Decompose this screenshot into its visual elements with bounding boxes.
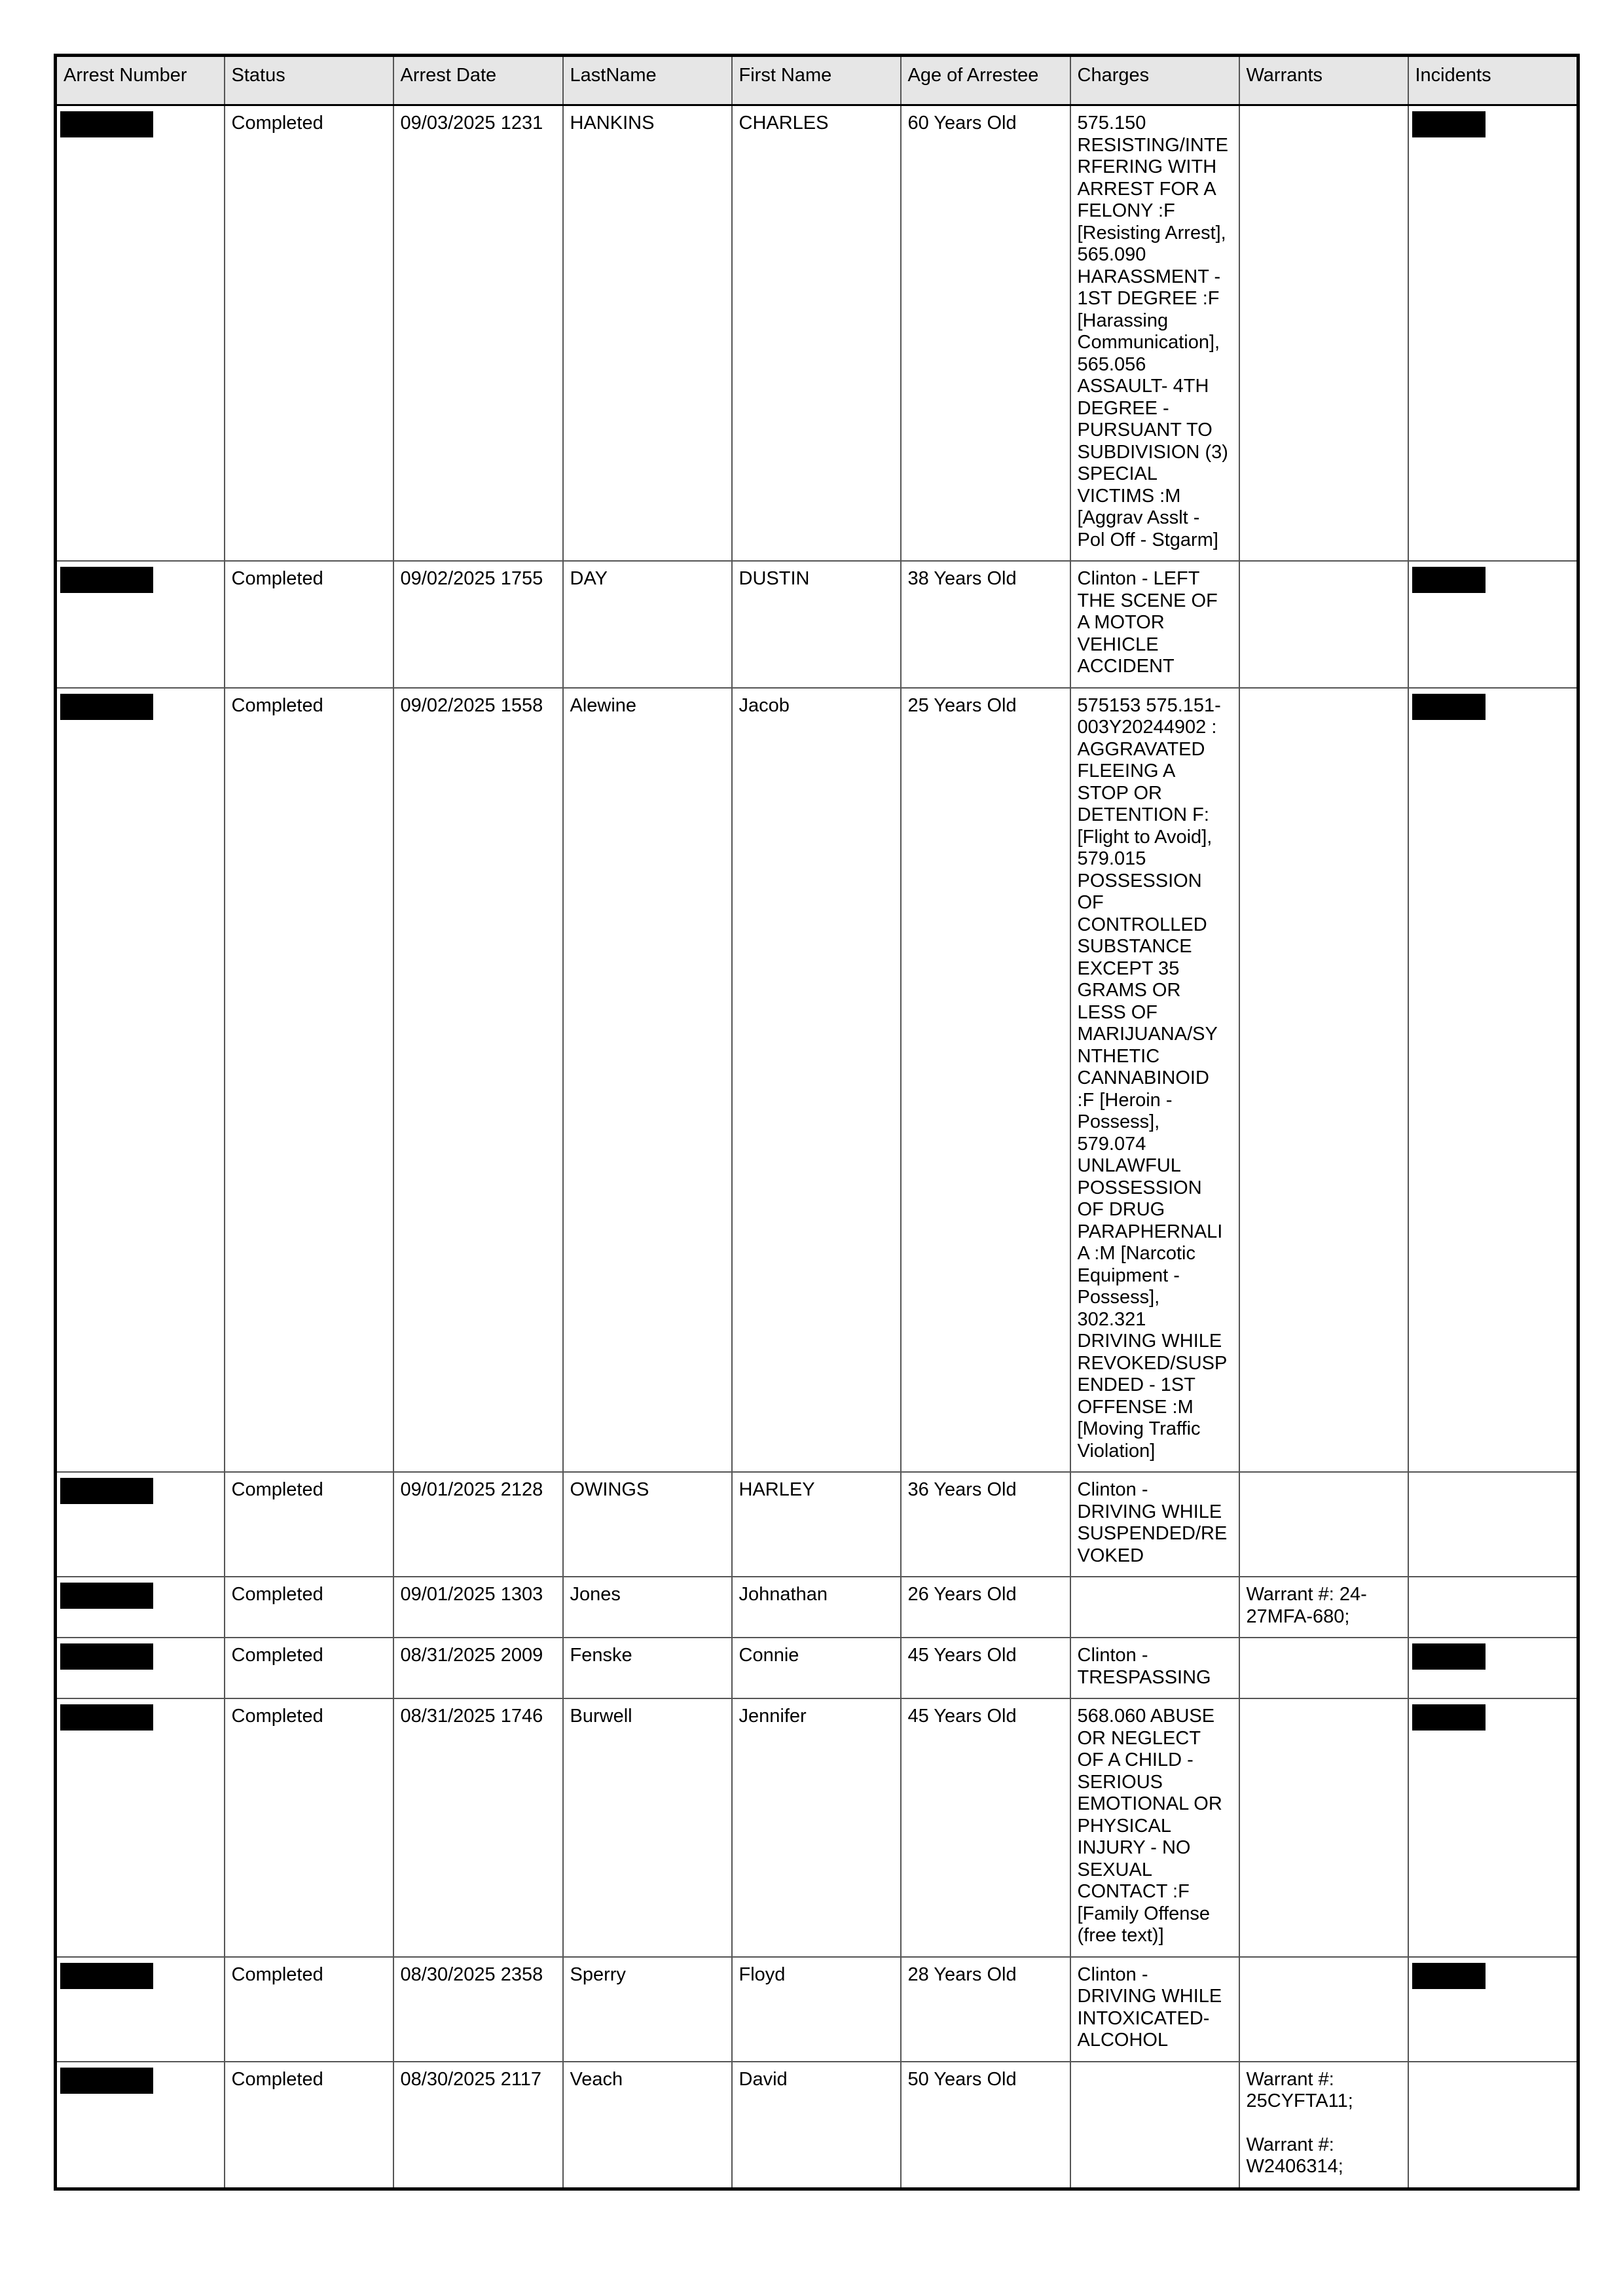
charges-text: Clinton - DRIVING WHILE SUSPENDED/RE VOKED: [1077, 1479, 1228, 1566]
arrest-date-cell: [393, 1698, 563, 1957]
status-cell: [225, 1957, 393, 2062]
age-cell-text: 28 Years Old: [907, 1964, 1017, 1985]
status-cell-text: Completed: [231, 1964, 323, 1985]
warrants-cell: [1239, 1698, 1408, 1957]
incidents-cell: [1408, 2062, 1578, 2189]
column-header-status: Status: [225, 56, 393, 105]
age-cell: [901, 561, 1070, 688]
redaction-block: [60, 694, 153, 720]
first-name-cell: [732, 688, 901, 1473]
status-cell-text: Completed: [231, 568, 323, 589]
incidents-cell: [1408, 1957, 1578, 2062]
age-cell: [901, 1957, 1070, 2062]
last-name-cell: [563, 1638, 732, 1698]
first-name-cell: [732, 1957, 901, 2062]
table-row: [56, 561, 1578, 688]
redaction-block: [60, 1704, 153, 1731]
charges-cell: [1070, 1698, 1239, 1957]
last-name-cell: [563, 105, 732, 562]
age-cell: [901, 688, 1070, 1473]
age-cell: [901, 2062, 1070, 2189]
first-name-cell: [732, 1577, 901, 1638]
arrest-date-cell-text: 08/31/2025 1746: [400, 1706, 543, 1727]
age-cell-text: 50 Years Old: [907, 2068, 1017, 2090]
status-cell: [225, 561, 393, 688]
column-header-arrest-date: Arrest Date: [393, 56, 563, 105]
last-name-cell-text: Alewine: [570, 694, 637, 716]
arrest-number-cell: [56, 561, 225, 688]
age-cell-text: 45 Years Old: [907, 1706, 1017, 1727]
arrest-date-cell: [393, 688, 563, 1473]
charges-cell: [1070, 1472, 1239, 1577]
status-cell: [225, 1698, 393, 1957]
column-header-incidents: Incidents: [1408, 56, 1578, 105]
warrants-cell: [1239, 688, 1408, 1473]
warrants-cell: [1239, 1472, 1408, 1577]
table-row: [56, 688, 1578, 1473]
table-row: [56, 2062, 1578, 2189]
arrest-date-cell-text: 09/02/2025 1558: [400, 694, 543, 716]
status-cell: [225, 1472, 393, 1577]
incidents-cell: [1408, 561, 1578, 688]
first-name-cell-text: Johnathan: [739, 1584, 828, 1605]
arrest-number-cell: [56, 688, 225, 1473]
arrest-date-cell-text: 08/30/2025 2358: [400, 1964, 543, 1985]
age-cell: [901, 1472, 1070, 1577]
arrest-report-table: [54, 54, 1580, 2191]
last-name-cell-text: Jones: [570, 1584, 621, 1605]
arrest-date-cell-text: 08/31/2025 2009: [400, 1645, 543, 1666]
last-name-cell-text: Sperry: [570, 1964, 626, 1985]
arrest-date-cell-text: 09/01/2025 1303: [400, 1584, 543, 1605]
redaction-block: [60, 567, 153, 593]
status-cell-text: Completed: [231, 1479, 323, 1500]
arrest-date-cell-text: 09/03/2025 1231: [400, 113, 543, 134]
column-header-charges: Charges: [1070, 56, 1239, 105]
charges-cell: [1070, 561, 1239, 688]
last-name-cell: [563, 688, 732, 1473]
age-cell-text: 26 Years Old: [907, 1584, 1017, 1605]
age-cell: [901, 105, 1070, 562]
arrest-date-cell-text: 09/01/2025 2128: [400, 1479, 543, 1500]
redaction-block: [60, 1643, 153, 1670]
first-name-cell-text: Jacob: [739, 694, 790, 716]
first-name-cell-text: Connie: [739, 1645, 799, 1666]
last-name-cell-text: HANKINS: [570, 113, 655, 134]
charges-cell: [1070, 1957, 1239, 2062]
charges-text: Clinton - LEFT THE SCENE OF A MOTOR VEHICLE ACCIDENT: [1077, 568, 1218, 677]
first-name-cell-text: CHARLES: [739, 113, 829, 134]
arrest-date-cell-text: 08/30/2025 2117: [400, 2068, 542, 2090]
table-row: [56, 1957, 1578, 2062]
age-cell: [901, 1638, 1070, 1698]
charges-text: 575153 575.151- 003Y20244902 : AGGRAVATED FLEEING A STOP OR DETENTION F: [Flight to Avoid], 579.015 POSSESSION OF CONTROLLED SUBSTANCE EXCEPT 35 GRAMS OR LESS OF MARIJUANA/SY NTHETIC CANNABINOID :F [Heroin - Possess], 579.074 UNLAWFUL POSSESSION OF DRUG PARAPHERNALI A :M [Narcotic Equipment - Possess], 302.321 DRIVING WHILE REVOKED/SUSP ENDED - 1ST OFFENSE :M [Moving Traffic Violation]: [1077, 694, 1228, 1462]
first-name-cell-text: HARLEY: [739, 1479, 815, 1500]
column-header-warrants: Warrants: [1239, 56, 1408, 105]
incidents-cell: [1408, 1638, 1578, 1698]
arrest-number-cell: [56, 1577, 225, 1638]
last-name-cell-text: Veach: [570, 2068, 623, 2090]
status-cell-text: Completed: [231, 113, 323, 134]
redaction-block: [1412, 1704, 1486, 1731]
arrest-number-cell: [56, 2062, 225, 2189]
charges-cell: [1070, 105, 1239, 562]
table-row: [56, 1698, 1578, 1957]
charges-text: Clinton - DRIVING WHILE INTOXICATED- ALCOHOL: [1077, 1964, 1222, 2051]
status-cell: [225, 688, 393, 1473]
incidents-cell: [1408, 1577, 1578, 1638]
charges-cell: [1070, 1577, 1239, 1638]
column-header-arrest-number: Arrest Number: [56, 56, 225, 105]
column-header-age: Age of Arrestee: [901, 56, 1070, 105]
redaction-block: [1412, 567, 1486, 593]
age-cell-text: 60 Years Old: [907, 113, 1017, 134]
charges-cell: [1070, 2062, 1239, 2189]
age-cell-text: 45 Years Old: [907, 1645, 1017, 1666]
first-name-cell: [732, 2062, 901, 2189]
incidents-cell: [1408, 1698, 1578, 1957]
incidents-cell: [1408, 1472, 1578, 1577]
redaction-block: [1412, 111, 1486, 137]
arrest-date-cell: [393, 1638, 563, 1698]
last-name-cell-text: Fenske: [570, 1645, 632, 1666]
first-name-cell: [732, 1698, 901, 1957]
incidents-cell: [1408, 105, 1578, 562]
redaction-block: [60, 1478, 153, 1504]
arrest-date-cell: [393, 1957, 563, 2062]
warrants-cell: [1239, 561, 1408, 688]
arrest-number-cell: [56, 1698, 225, 1957]
warrant-entry: Warrant #: 25CYFTA11;: [1246, 2068, 1353, 2111]
age-cell: [901, 1577, 1070, 1638]
redaction-block: [60, 1583, 153, 1609]
table-row: [56, 1577, 1578, 1638]
table-row: [56, 1638, 1578, 1698]
redaction-block: [60, 111, 153, 137]
arrest-date-cell: [393, 1472, 563, 1577]
warrants-cell: [1239, 1957, 1408, 2062]
last-name-cell-text: DAY: [570, 568, 608, 589]
first-name-cell: [732, 561, 901, 688]
header-row: [56, 56, 1578, 105]
warrant-entry: Warrant #: W2406314;: [1246, 2134, 1343, 2177]
table-row: [56, 105, 1578, 562]
last-name-cell: [563, 561, 732, 688]
status-cell-text: Completed: [231, 1584, 323, 1605]
arrest-number-cell: [56, 1638, 225, 1698]
first-name-cell: [732, 1638, 901, 1698]
redaction-block: [60, 2068, 153, 2094]
arrest-date-cell-text: 09/02/2025 1755: [400, 568, 543, 589]
arrest-date-cell: [393, 1577, 563, 1638]
redaction-block: [1412, 694, 1486, 720]
status-cell: [225, 2062, 393, 2189]
warrants-cell: [1239, 2062, 1408, 2189]
warrants-cell: [1239, 1638, 1408, 1698]
last-name-cell: [563, 1472, 732, 1577]
first-name-cell-text: DUSTIN: [739, 568, 810, 589]
warrants-cell: [1239, 1577, 1408, 1638]
first-name-cell-text: Floyd: [739, 1964, 786, 1985]
charges-text: 575.150 RESISTING/INTE RFERING WITH ARREST FOR A FELONY :F [Resisting Arrest], 565.090 HARASSMENT - 1ST DEGREE :F [Harassing Communication], 565.056 ASSAULT- 4TH DEGREE - PURSUANT TO SUBDIVISION (3) SPECIAL VICTIMS :M [Aggrav Asslt - Pol Off - Stgarm]: [1077, 113, 1228, 550]
last-name-cell-text: OWINGS: [570, 1479, 649, 1500]
status-cell-text: Completed: [231, 1645, 323, 1666]
first-name-cell-text: David: [739, 2068, 788, 2090]
redaction-block: [1412, 1963, 1486, 1989]
charges-text: Clinton - TRESPASSING: [1077, 1645, 1211, 1688]
age-cell-text: 36 Years Old: [907, 1479, 1017, 1500]
last-name-cell: [563, 1698, 732, 1957]
status-cell-text: Completed: [231, 2068, 323, 2090]
age-cell-text: 25 Years Old: [907, 694, 1017, 716]
arrest-date-cell: [393, 105, 563, 562]
table-row: [56, 1472, 1578, 1577]
last-name-cell: [563, 1577, 732, 1638]
arrest-number-cell: [56, 1957, 225, 2062]
charges-cell: [1070, 688, 1239, 1473]
column-header-first-name: First Name: [732, 56, 901, 105]
arrest-number-cell: [56, 105, 225, 562]
charges-cell: [1070, 1638, 1239, 1698]
table-body: [56, 105, 1578, 2189]
age-cell: [901, 1698, 1070, 1957]
redaction-block: [1412, 1643, 1486, 1670]
column-header-last-name: LastName: [563, 56, 732, 105]
warrants-cell: [1239, 105, 1408, 562]
status-cell: [225, 1638, 393, 1698]
charges-text: 568.060 ABUSE OR NEGLECT OF A CHILD - SERIOUS EMOTIONAL OR PHYSICAL INJURY - NO SEXUAL CONTACT :F [Family Offense (free text)]: [1077, 1706, 1222, 1946]
incidents-cell: [1408, 688, 1578, 1473]
age-cell-text: 38 Years Old: [907, 568, 1017, 589]
last-name-cell: [563, 1957, 732, 2062]
status-cell-text: Completed: [231, 1706, 323, 1727]
status-cell: [225, 1577, 393, 1638]
arrest-date-cell: [393, 2062, 563, 2189]
first-name-cell: [732, 105, 901, 562]
arrest-date-cell: [393, 561, 563, 688]
first-name-cell: [732, 1472, 901, 1577]
first-name-cell-text: Jennifer: [739, 1706, 807, 1727]
last-name-cell: [563, 2062, 732, 2189]
arrest-number-cell: [56, 1472, 225, 1577]
status-cell: [225, 105, 393, 562]
status-cell-text: Completed: [231, 694, 323, 716]
redaction-block: [60, 1963, 153, 1989]
warrant-entry: Warrant #: 24- 27MFA-680;: [1246, 1584, 1367, 1627]
last-name-cell-text: Burwell: [570, 1706, 632, 1727]
